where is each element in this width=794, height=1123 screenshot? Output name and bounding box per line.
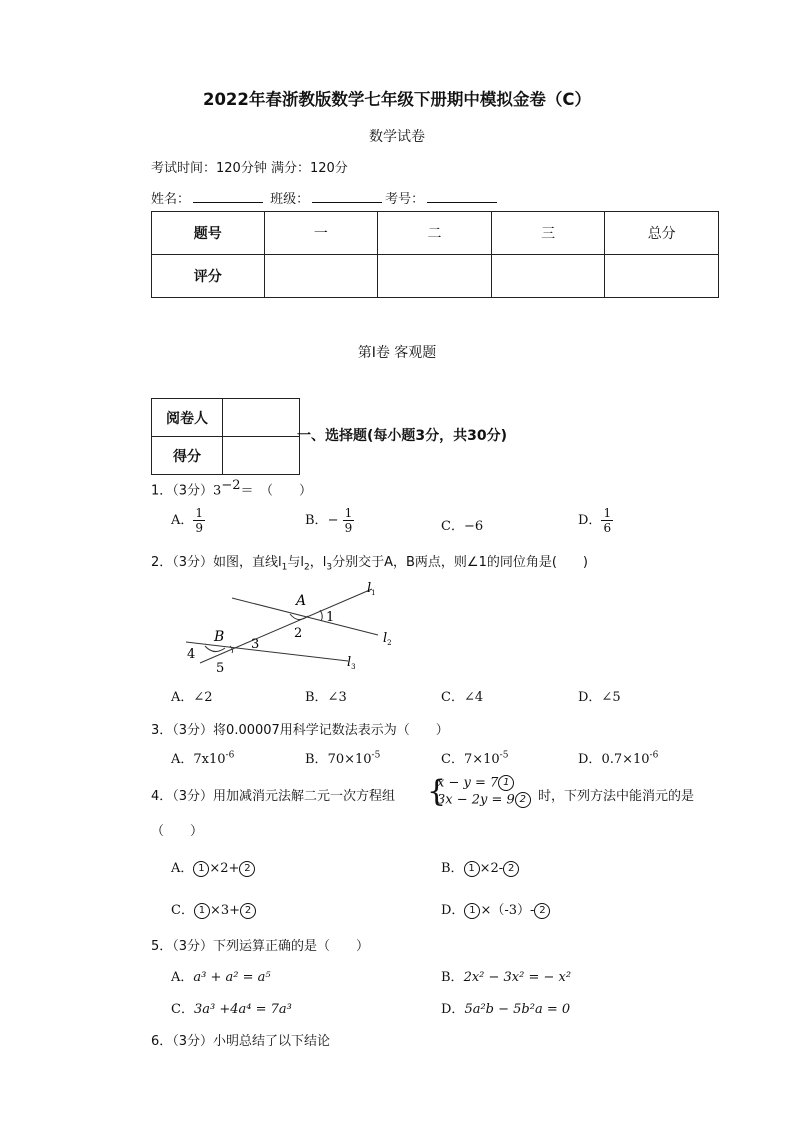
option-text: ×2- [479,861,504,876]
q2-option-c[interactable]: C．∠4 [441,690,484,705]
q5-option-a[interactable] [171,966,271,985]
q2-sub-1: 1 [281,562,288,573]
option-text: ×（-3）- [480,903,535,918]
q1-option-a[interactable] [171,506,205,535]
q2-option-d[interactable]: D．∠5 [578,690,621,705]
system-brace: { [427,774,447,809]
score-row-label: 评分 [152,255,265,298]
option-label: C． [441,752,464,767]
circle-2-marker: 2 [239,861,255,877]
q4-option-b[interactable] [441,857,519,877]
option-label: B． [305,752,328,767]
option-text: 5a²b − 5b²a = 0 [464,1002,571,1017]
question-6: 6．（3分）小明总结了以下结论 [151,1034,331,1049]
q5-option-c[interactable] [171,998,292,1017]
exam-info: 考试时间：120分钟 满分：120分 [151,161,348,176]
score-input-part3[interactable] [491,255,605,298]
option-label: B． [441,861,464,876]
line-l1-label: $l_1$ [367,581,376,597]
q4-option-c[interactable] [171,899,256,919]
score-cell-part2: 二 [378,212,492,255]
minus-sign: − [327,513,339,528]
q3-option-d[interactable] [578,748,658,767]
option-label: D． [441,1002,465,1017]
circle-1-marker: 1 [194,903,210,919]
q1-b-fraction [343,506,355,535]
option-label: A． [171,752,194,767]
circle-2-marker: 2 [240,903,256,919]
q1-number: 1．（3分） [151,483,214,499]
option-base: 7×10 [463,752,500,767]
student-info-line [151,188,500,207]
score-table [151,211,719,298]
q1-base: 3 [213,483,222,499]
point-b-label: B [214,629,225,645]
eq1-text: x − y = 7 [437,775,499,791]
grader-score-input[interactable] [223,437,300,475]
q4-option-a[interactable] [171,857,255,877]
angle-5-arc [205,646,225,652]
page-title: 2022年春浙教版数学七年级下册期中模拟金卷（C） [202,90,592,109]
option-label: A． [171,970,194,985]
id-blank[interactable] [427,190,497,203]
option-exponent: -6 [649,750,659,761]
q2-text-3: ，l [309,555,327,570]
denominator: 9 [195,521,204,535]
option-label: A． [171,513,194,528]
q1-option-b[interactable] [305,506,354,535]
question-5: 5．（3分）下列运算正确的是（ ） [151,939,370,954]
option-text: ×2+ [209,861,240,876]
score-input-part1[interactable] [264,255,378,298]
q2-text-4: 分别交于A，B两点，则∠1的同位角是( ) [332,555,589,570]
class-blank[interactable] [312,190,382,203]
angle-4-label: 4 [187,647,196,662]
score-cell-part3: 三 [491,212,605,255]
option-base: 70×10 [327,752,372,767]
class-label: 班级： [270,192,310,207]
circle-1-marker: 1 [464,861,480,877]
option-label: D． [578,752,602,767]
grader-row-score [152,437,300,475]
q2-sub-2: 2 [304,562,310,573]
circle-1-marker: 1 [464,903,480,919]
q3-option-a[interactable] [171,748,234,767]
option-base: 0.7×10 [601,752,650,767]
option-base: 7x10 [193,752,226,767]
question-4-paren: （ ） [151,824,204,839]
score-cell-part1: 一 [264,212,378,255]
q2-text-2: 与l [287,555,305,570]
name-blank[interactable] [193,190,263,203]
q3-option-b[interactable] [305,748,380,767]
q2-number: 2．（3分） [151,555,214,570]
q5-option-d[interactable] [441,998,570,1017]
option-label: B． [305,513,328,528]
question-4-text-pre: 4．（3分）用加减消元法解二元一次方程组 [151,789,396,804]
name-label: 姓名： [151,192,191,207]
section-title: 第Ⅰ卷 客观题 [357,345,437,361]
q1-option-c[interactable] [441,515,483,534]
part1-title: 一、选择题(每小题3分，共30分) [297,428,508,444]
score-cell-total: 总分 [605,212,719,255]
option-text: ×3+ [209,903,241,918]
denominator: 9 [344,521,353,535]
angle-2-label: 2 [294,626,303,641]
option-label: B． [441,970,464,985]
angle-1-label: 1 [326,610,335,625]
q4-eq1 [437,775,514,791]
grader-table [151,398,300,475]
score-table-header-row [152,212,719,255]
option-label: C． [171,1002,194,1017]
score-input-total[interactable] [605,255,719,298]
page-subtitle: 数学试卷 [369,129,425,145]
q4-eq2 [437,792,531,808]
id-label: 考号： [385,192,425,207]
q2-figure [180,580,410,675]
score-table-score-row [152,255,719,298]
line-l2-label: $l_2$ [383,631,392,647]
reviewer-input[interactable] [223,399,300,437]
option-exponent: -5 [371,750,381,761]
angle-3-label: 3 [251,637,260,652]
option-text: 3a³ +4a⁴ = 7a³ [193,1002,292,1017]
q1-exponent: −2 [221,478,241,493]
option-exponent: -6 [225,750,235,761]
circle-1-marker: 1 [498,775,514,791]
question-1 [151,478,312,498]
option-text: a³ + a² = a⁵ [193,970,271,985]
q4-option-d[interactable] [441,899,550,919]
denominator: 6 [603,521,612,535]
line-l1 [200,589,372,663]
option-label: D． [441,903,465,918]
q3-option-c[interactable] [441,748,508,767]
question-4-text-post: 时，下列方法中能消元的是 [538,789,695,804]
question-3: 3．（3分）将0.00007用科学记数法表示为（ ） [151,723,449,738]
grader-score-label: 得分 [152,437,223,475]
circle-1-marker: 1 [193,861,209,877]
circle-2-marker: 2 [534,903,550,919]
option-exponent: -5 [499,750,509,761]
option-label: A． [171,861,194,876]
q5-option-b[interactable] [441,966,571,985]
point-a-label: A [296,593,307,609]
option-label: C． [171,903,194,918]
reviewer-label: 阅卷人 [152,399,223,437]
angle-5-label: 5 [216,661,225,675]
option-label: C． [441,519,464,534]
question-2 [151,551,588,573]
q1-option-d[interactable] [578,506,613,535]
numerator: 1 [195,506,204,520]
option-text: −6 [463,519,484,534]
option-text: 2x² − 3x² = − x² [463,970,572,985]
option-label: D． [578,513,602,528]
q1-d-fraction [601,506,613,535]
q2-sub-3: 3 [326,562,333,573]
score-input-part2[interactable] [378,255,492,298]
grader-row-reviewer [152,399,300,437]
q2-text-1: 如图，直线l [213,555,282,570]
circle-2-marker: 2 [515,792,531,808]
eq2-text: 3x − 2y = 9 [437,792,515,808]
score-cell-label: 题号 [152,212,265,255]
line-l3-label: $l_3$ [347,655,356,671]
circle-2-marker: 2 [503,861,519,877]
numerator: 1 [344,506,353,520]
q2-option-b[interactable]: B．∠3 [305,690,347,705]
q1-a-fraction [193,506,205,535]
q1-tail: ＝ （ ） [240,483,313,499]
q2-option-a[interactable]: A．∠2 [171,690,213,705]
numerator: 1 [603,506,612,520]
